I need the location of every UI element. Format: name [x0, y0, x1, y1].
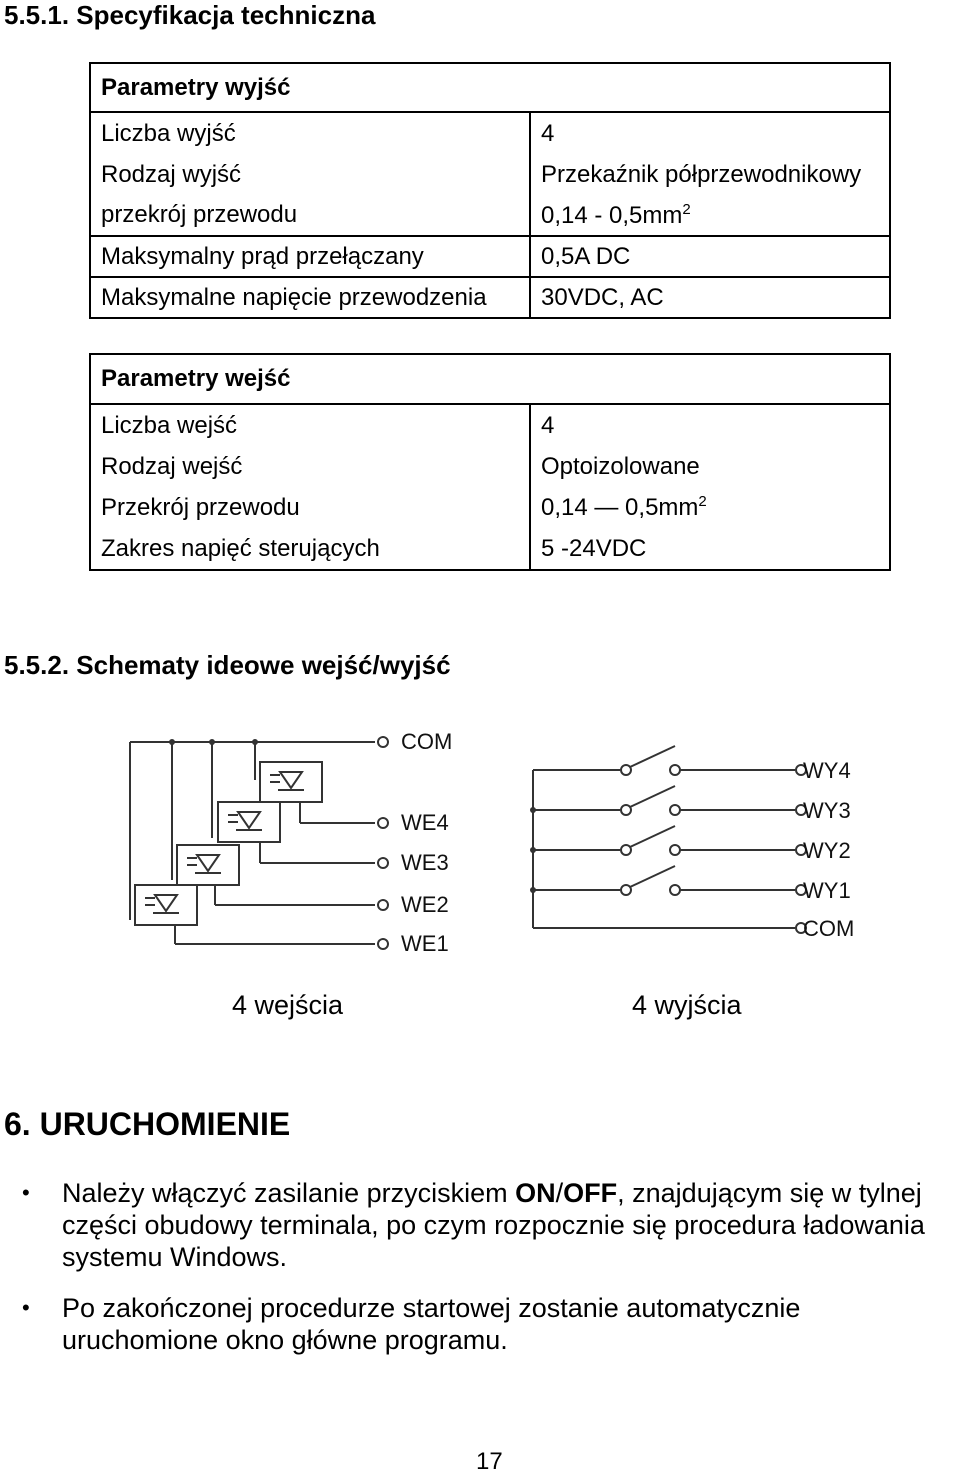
off-keyword: OFF — [563, 1178, 618, 1208]
inputs-row-value: 0,14 — 0,5mm — [541, 494, 699, 521]
terminal-label: COM — [401, 729, 453, 754]
inputs-row-value: 4 — [530, 404, 890, 446]
inputs-schematic — [120, 720, 460, 960]
terminal-label: WY4 — [803, 758, 851, 783]
outputs-row-label: Maksymalny prąd przełączany — [90, 236, 530, 277]
inputs-table-title: Parametry wejść — [90, 354, 890, 404]
on-keyword: ON — [515, 1178, 556, 1208]
outputs-row-label: przekrój przewodu — [90, 195, 530, 236]
inputs-table — [89, 353, 891, 571]
outputs-caption: 4 wyjścia — [632, 990, 742, 1020]
outputs-row-value-cell — [530, 195, 890, 236]
bullet-paragraph: Po zakończonej procedurze startowej zostanie automatycznie uruchomione okno główne programu. — [62, 1293, 801, 1355]
slash: / — [555, 1178, 564, 1208]
section-title-551: 5.5.1. Specyfikacja techniczna — [4, 0, 376, 30]
inputs-row-value-cell — [530, 487, 890, 528]
inputs-row-value: 5 -24VDC — [530, 528, 890, 570]
terminal-label: WE3 — [401, 850, 449, 875]
page-number: 17 — [476, 1448, 503, 1475]
section-title-6: 6. URUCHOMIENIE — [4, 1106, 291, 1142]
outputs-table-title: Parametry wyjść — [90, 63, 890, 112]
outputs-row-value: 0,5A DC — [530, 236, 890, 277]
outputs-row-value: 4 — [530, 112, 890, 154]
text-segment: , znajdującym się w tylnej części obudowy terminala, po czym rozpocznie się procedura ładowania systemu Windows. — [62, 1178, 925, 1272]
outputs-row-label: Rodzaj wyjść — [90, 154, 530, 195]
terminal-label: WY2 — [803, 838, 851, 863]
outputs-row-label: Liczba wyjść — [90, 112, 530, 154]
inputs-caption: 4 wejścia — [232, 990, 344, 1020]
terminal-label: WE2 — [401, 892, 449, 917]
inputs-row-label: Zakres napięć sterujących — [90, 528, 530, 570]
terminal-label: WE1 — [401, 931, 449, 956]
inputs-row-label: Liczba wejść — [90, 404, 530, 446]
bullet-icon: • — [22, 1295, 30, 1320]
superscript: 2 — [698, 493, 707, 510]
superscript: 2 — [682, 200, 691, 218]
inputs-row-value: Optoizolowane — [530, 446, 890, 487]
bullet-paragraph — [62, 1177, 960, 1273]
outputs-schematic — [525, 740, 865, 950]
outputs-row-label: Maksymalne napięcie przewodzenia — [90, 277, 530, 318]
terminal-label: WY3 — [803, 798, 851, 823]
outputs-row-value: 30VDC, AC — [530, 277, 890, 318]
inputs-row-label: Rodzaj wejść — [90, 446, 530, 487]
outputs-row-value: Przekaźnik półprzewodnikowy — [530, 154, 890, 195]
section-title-552: 5.5.2. Schematy ideowe wejść/wyjść — [4, 650, 451, 680]
outputs-table — [89, 62, 891, 319]
text-segment: Należy włączyć zasilanie przyciskiem — [62, 1178, 516, 1208]
outputs-row-value: 0,14 - 0,5mm — [541, 201, 683, 229]
terminal-label: WE4 — [401, 810, 449, 835]
bullet-icon: • — [22, 1180, 30, 1205]
inputs-row-label: Przekrój przewodu — [90, 487, 530, 528]
terminal-label: WY1 — [803, 878, 851, 903]
terminal-label: COM — [803, 916, 855, 941]
